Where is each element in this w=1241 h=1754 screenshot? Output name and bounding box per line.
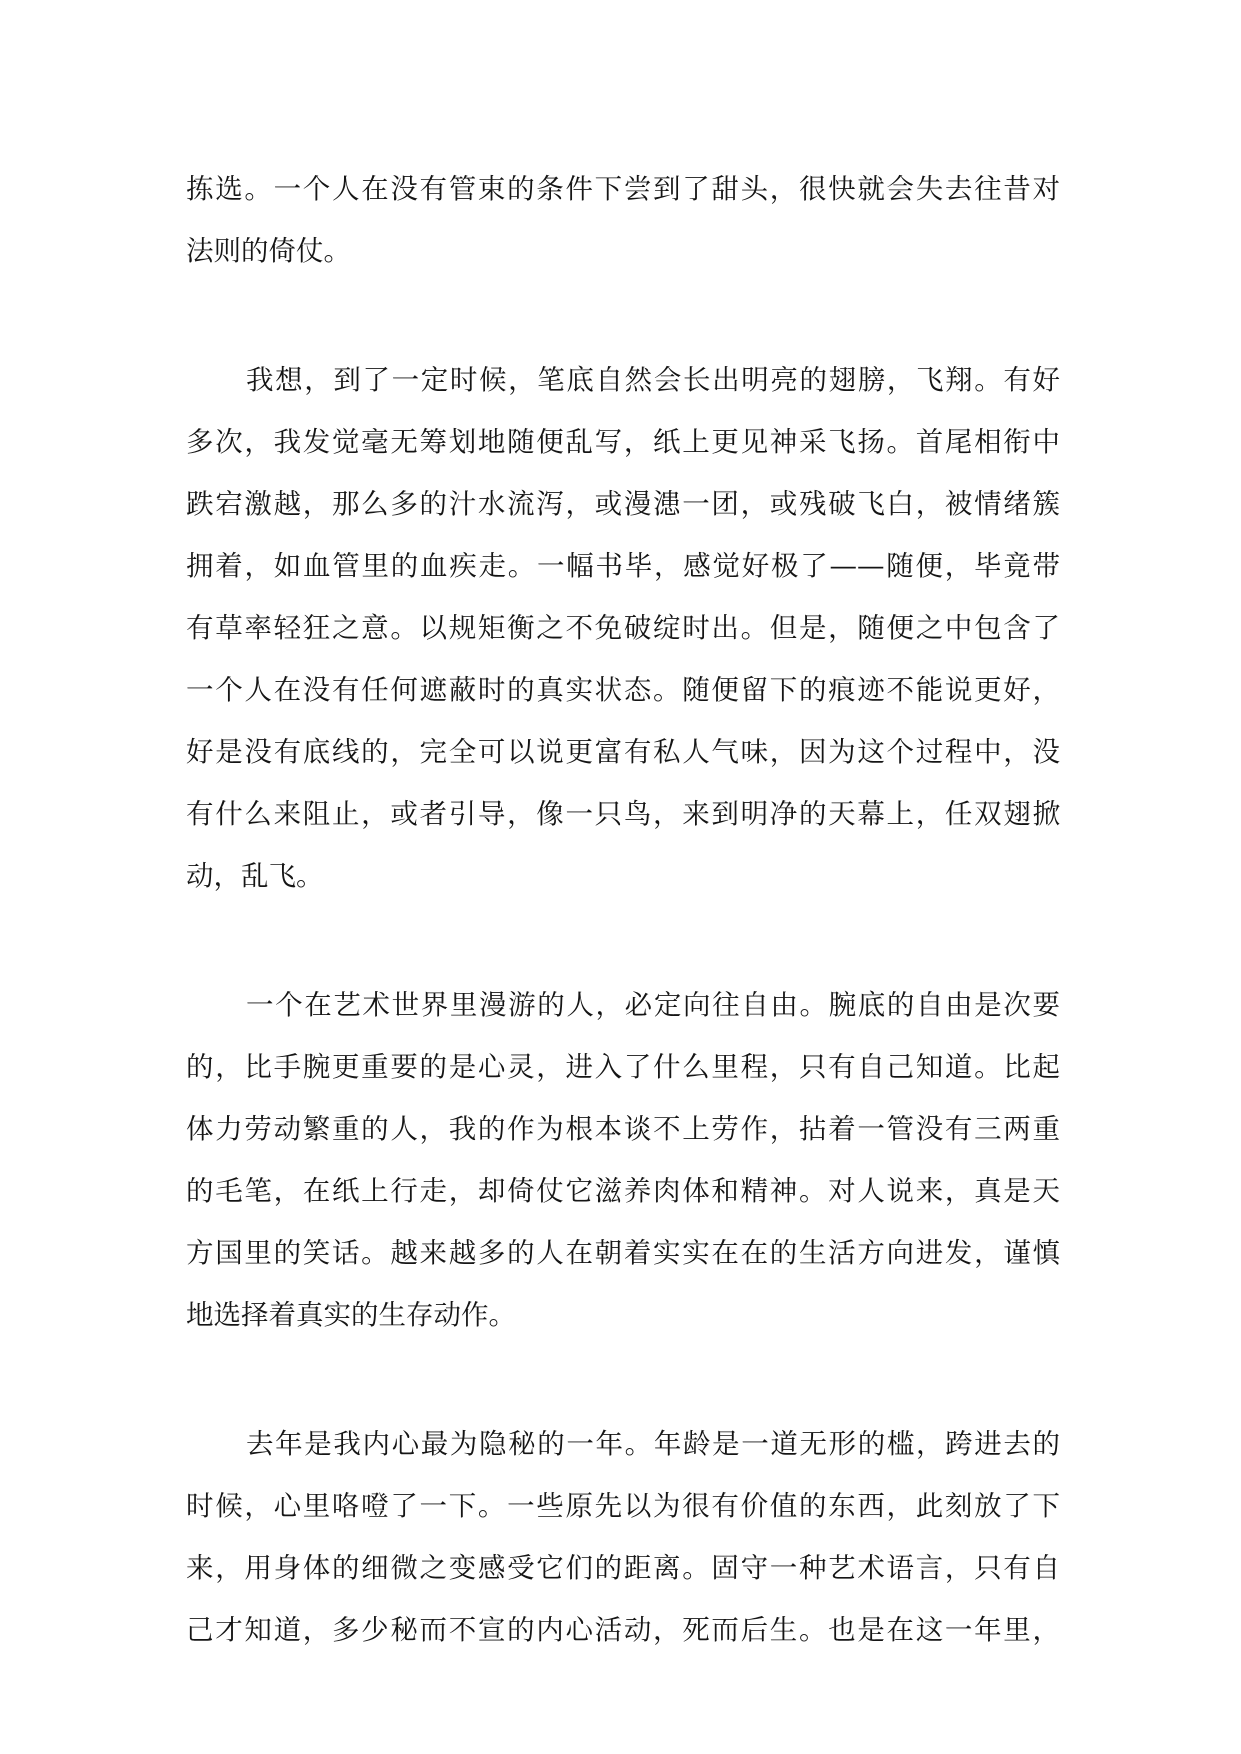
- text-line: 动，乱飞。: [186, 860, 324, 892]
- paragraph-4: [186, 1413, 1060, 1661]
- text-line: 己才知道，多少秘而不宣的内心活动，死而后生。也是在这一年里，: [186, 1614, 1060, 1646]
- text-line: 地选择着真实的生存动作。: [186, 1299, 516, 1331]
- text-line: 好是没有底线的，完全可以说更富有私人气味，因为这个过程中，没: [186, 736, 1060, 768]
- text-line: 时候，心里咯噔了一下。一些原先以为很有价值的东西，此刻放了下: [186, 1490, 1060, 1522]
- text-line: 来，用身体的细微之变感受它们的距离。固守一种艺术语言，只有自: [186, 1552, 1060, 1584]
- text-line: 跌宕激越，那么多的汁水流泻，或漫漶一团，或残破飞白，被情绪簇: [186, 488, 1060, 520]
- paragraph-2: [186, 349, 1060, 907]
- document-body: [186, 158, 1060, 1661]
- text-line: 法则的倚仗。: [186, 235, 351, 267]
- text-line: 一个人在没有任何遮蔽时的真实状态。随便留下的痕迹不能说更好，: [186, 674, 1060, 706]
- text-line: 有草率轻狂之意。以规矩衡之不免破绽时出。但是，随便之中包含了: [186, 612, 1060, 644]
- text-line: 拥着，如血管里的血疾走。一幅书毕，感觉好极了——随便，毕竟带: [186, 550, 1060, 582]
- text-line: 有什么来阻止，或者引导，像一只鸟，来到明净的天幕上，任双翅掀: [186, 798, 1060, 830]
- text-line: 去年是我内心最为隐秘的一年。年龄是一道无形的槛，跨进去的: [246, 1428, 1060, 1460]
- text-line: 的毛笔，在纸上行走，却倚仗它滋养肉体和精神。对人说来，真是天: [186, 1175, 1060, 1207]
- text-line: 体力劳动繁重的人，我的作为根本谈不上劳作，拈着一管没有三两重: [186, 1113, 1060, 1145]
- text-line: 的，比手腕更重要的是心灵，进入了什么里程，只有自己知道。比起: [186, 1051, 1060, 1083]
- text-line: 多次，我发觉毫无筹划地随便乱写，纸上更见神采飞扬。首尾相衔中: [186, 426, 1060, 458]
- text-line: 我想，到了一定时候，笔底自然会长出明亮的翅膀，飞翔。有好: [246, 364, 1060, 396]
- text-line: 拣选。一个人在没有管束的条件下尝到了甜头，很快就会失去往昔对: [186, 173, 1060, 205]
- text-line: 一个在艺术世界里漫游的人，必定向往自由。腕底的自由是次要: [246, 989, 1060, 1021]
- paragraph-3: [186, 974, 1060, 1346]
- text-line: 方国里的笑话。越来越多的人在朝着实实在在的生活方向进发，谨慎: [186, 1237, 1060, 1269]
- paragraph-1: [186, 158, 1060, 282]
